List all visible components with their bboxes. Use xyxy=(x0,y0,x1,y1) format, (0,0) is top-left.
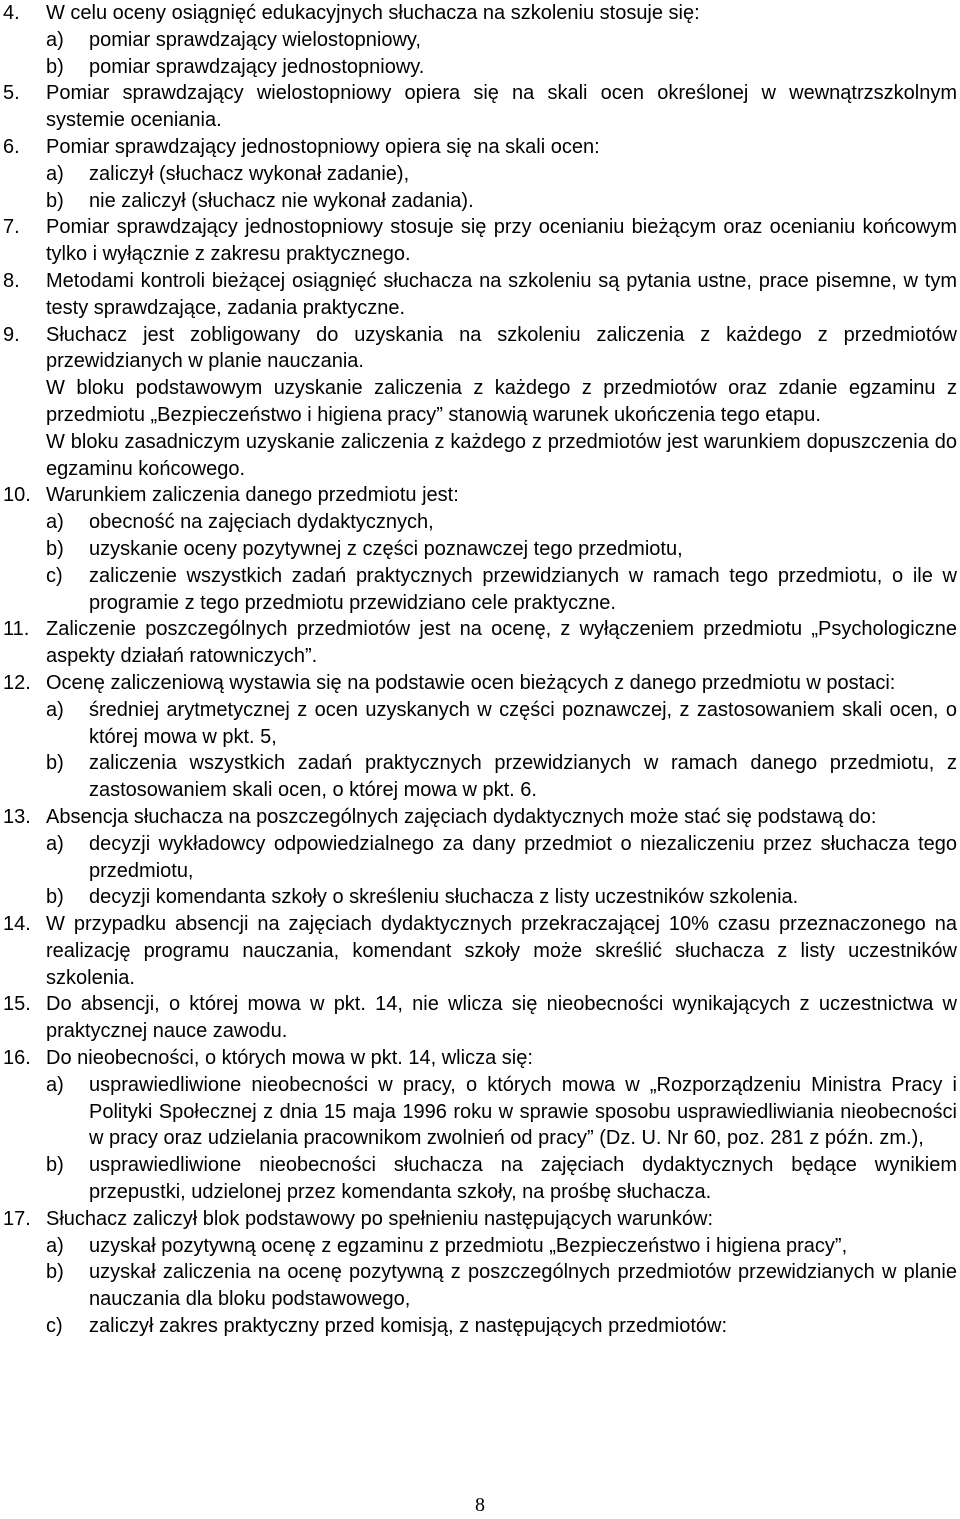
item-text: Pomiar sprawdzający jednostopniowy stosuje się przy ocenianiu bieżącym oraz ocenianiu końcowym tylko i wyłącznie z zakresu praktycznego. xyxy=(46,216,957,266)
sub-item-text: uzyskał pozytywną ocenę z egzaminu z przedmiotu „Bezpieczeństwo i higiena pracy”, xyxy=(89,1234,848,1257)
sub-item-label: a) xyxy=(46,162,64,185)
sub-item-label: b) xyxy=(46,537,64,560)
sub-item-text: pomiar sprawdzający wielostopniowy, xyxy=(89,28,421,51)
sub-item xyxy=(46,161,957,188)
item-text: Słuchacz zaliczył blok podstawowy po spełnieniu następujących warunków: xyxy=(46,1207,714,1230)
sub-item-text: zaliczył (słuchacz wykonał zadanie), xyxy=(89,162,410,185)
item-number: 8. xyxy=(3,269,20,292)
list-item xyxy=(3,1045,957,1206)
sub-item-text: średniej arytmetycznej z ocen uzyskanych w części poznawczej, z zastosowaniem skali ocen, o której mowa w pkt. 5, xyxy=(89,698,957,748)
item-text: Warunkiem zaliczenia danego przedmiotu jest: xyxy=(46,484,459,507)
sub-item-text: uzyskał zaliczenia na ocenę pozytywną z poszczególnych przedmiotów przewidzianych w planie nauczania dla bloku podstawowego, xyxy=(89,1261,957,1311)
item-text: Absencja słuchacza na poszczególnych zajęciach dydaktycznych może stać się podstawą do: xyxy=(46,805,877,828)
sub-item xyxy=(46,563,957,617)
list-item xyxy=(3,268,957,322)
sub-item xyxy=(46,697,957,751)
item-number: 4. xyxy=(3,2,20,24)
sub-item-text: uzyskanie oceny pozytywnej z części poznawczej tego przedmiotu, xyxy=(89,537,683,560)
item-text: Metodami kontroli bieżącej osiągnięć słuchacza na szkoleniu są pytania ustne, prace pisemne, w tym testy sprawdzające, zadania praktyczne. xyxy=(46,269,957,319)
item-text: Pomiar sprawdzający wielostopniowy opiera się na skali ocen określonej w wewnątrzszkolnym systemie oceniania. xyxy=(46,82,957,132)
item-number: 13. xyxy=(3,805,31,828)
sub-item-text: zaliczenia wszystkich zadań praktycznych przewidzianych w ramach danego przedmiotu, z zastosowaniem skali ocen, o której mowa w pkt. 6. xyxy=(89,752,957,802)
sub-item-label: a) xyxy=(46,698,64,721)
item-number: 5. xyxy=(3,82,20,105)
sub-item xyxy=(46,54,957,81)
sub-item-label: a) xyxy=(46,832,64,855)
item-text: Słuchacz jest zobligowany do uzyskania na szkoleniu zaliczenia z każdego z przedmiotów przewidzianych w planie nauczania. xyxy=(46,323,957,373)
item-text: W przypadku absencji na zajęciach dydaktycznych przekraczającej 10% czasu przeznaczonego na realizację programu nauczania, komendant szkoły może skreślić słuchacza z listy uczestników szkolenia. xyxy=(46,913,957,989)
list-item xyxy=(3,80,957,134)
sub-item-text: decyzji wykładowcy odpowiedzialnego za dany przedmiot o niezaliczeniu przez słuchacza tego przedmiotu, xyxy=(89,832,957,882)
sub-item xyxy=(46,1233,957,1260)
sub-item-label: c) xyxy=(46,564,63,587)
list-item xyxy=(3,991,957,1045)
sub-item-text: zaliczył zakres praktyczny przed komisją, z następujących przedmiotów: xyxy=(89,1315,728,1338)
sub-item-label: b) xyxy=(46,886,64,909)
item-number: 7. xyxy=(3,216,20,239)
list-item xyxy=(3,670,957,804)
item-number: 15. xyxy=(3,993,31,1016)
sub-item xyxy=(46,831,957,885)
item-number: 12. xyxy=(3,671,31,694)
item-text: Zaliczenie poszczególnych przedmiotów jest na ocenę, z wyłączeniem przedmiotu „Psychologiczne aspekty działań ratowniczych”. xyxy=(46,618,957,668)
sub-item-text: pomiar sprawdzający jednostopniowy. xyxy=(89,55,425,78)
sub-item xyxy=(46,884,957,911)
item-paragraph: W bloku zasadniczym uzyskanie zaliczenia z każdego z przedmiotów jest warunkiem dopuszczenia do egzaminu końcowego. xyxy=(46,430,957,480)
sub-item-text: usprawiedliwione nieobecności w pracy, o których mowa w „Rozporządzeniu Ministra Pracy i Polityki Społecznej z dnia 15 maja 1996 roku w sprawie sposobu usprawiedliwiania nieobecności w pracy oraz udzielania pracownikom zwolnień od pracy” (Dz. U. Nr 60, poz. 281 z późn. zm.), xyxy=(89,1073,957,1150)
list-item xyxy=(3,0,957,80)
list-item xyxy=(3,616,957,670)
item-text: Pomiar sprawdzający jednostopniowy opiera się na skali ocen: xyxy=(46,135,600,158)
sub-item-text: obecność na zajęciach dydaktycznych, xyxy=(89,511,434,534)
item-paragraph: W bloku podstawowym uzyskanie zaliczenia z każdego z przedmiotów oraz zdanie egzaminu z przedmiotu „Bezpieczeństwo i higiena pracy” stanowią warunek ukończenia tego etapu. xyxy=(46,377,957,426)
item-text: Do nieobecności, o których mowa w pkt. 14, wlicza się: xyxy=(46,1047,533,1070)
item-number: 10. xyxy=(3,484,31,507)
item-number: 11. xyxy=(3,618,30,641)
item-text: W celu oceny osiągnięć edukacyjnych słuchacza na szkoleniu stosuje się: xyxy=(46,2,700,24)
sub-item xyxy=(46,188,957,215)
sub-item xyxy=(46,1152,957,1206)
item-number: 16. xyxy=(3,1047,31,1070)
item-number: 9. xyxy=(3,323,20,346)
list-item xyxy=(3,214,957,268)
sub-item xyxy=(46,536,957,563)
sub-item-label: a) xyxy=(46,1073,64,1096)
item-text: Do absencji, o której mowa w pkt. 14, nie wlicza się nieobecności wynikających z uczestnictwa w praktycznej nauce zawodu. xyxy=(46,993,957,1043)
sub-item xyxy=(46,1072,957,1152)
list-item xyxy=(3,482,957,616)
list-item xyxy=(3,322,957,483)
item-number: 6. xyxy=(3,135,20,158)
item-number: 17. xyxy=(3,1207,31,1230)
sub-item-label: b) xyxy=(46,1261,64,1284)
item-text: Ocenę zaliczeniową wystawia się na podstawie ocen bieżących z danego przedmiotu w postaci: xyxy=(46,671,896,694)
document-body xyxy=(3,0,957,1340)
sub-item-label: a) xyxy=(46,511,64,534)
sub-item xyxy=(46,1259,957,1313)
item-number: 14. xyxy=(3,913,31,936)
sub-item xyxy=(46,509,957,536)
sub-item xyxy=(46,750,957,804)
sub-item-label: b) xyxy=(46,1154,64,1177)
sub-item xyxy=(46,1313,957,1340)
list-item xyxy=(3,1206,957,1340)
sub-item-label: c) xyxy=(46,1315,63,1338)
sub-item xyxy=(46,27,957,54)
sub-item-text: nie zaliczył (słuchacz nie wykonał zadania). xyxy=(89,189,474,212)
sub-item-text: decyzji komendanta szkoły o skreśleniu słuchacza z listy uczestników szkolenia. xyxy=(89,886,799,909)
list-item xyxy=(3,134,957,214)
list-item xyxy=(3,911,957,991)
sub-item-label: b) xyxy=(46,55,64,78)
sub-item-label: b) xyxy=(46,189,64,212)
sub-item-label: a) xyxy=(46,28,64,51)
list-item xyxy=(3,804,957,911)
page-number: 8 xyxy=(475,1494,485,1516)
sub-item-label: b) xyxy=(46,752,64,775)
sub-item-text: zaliczenie wszystkich zadań praktycznych przewidzianych w ramach tego przedmiotu, o ile w programie z tego przedmiotu przewidziano cele praktyczne. xyxy=(89,564,957,614)
sub-item-label: a) xyxy=(46,1234,64,1257)
sub-item-text: usprawiedliwione nieobecności słuchacza na zajęciach dydaktycznych będące wynikiem przepustki, udzielonej przez komendanta szkoły, na prośbę słuchacza. xyxy=(89,1154,957,1204)
